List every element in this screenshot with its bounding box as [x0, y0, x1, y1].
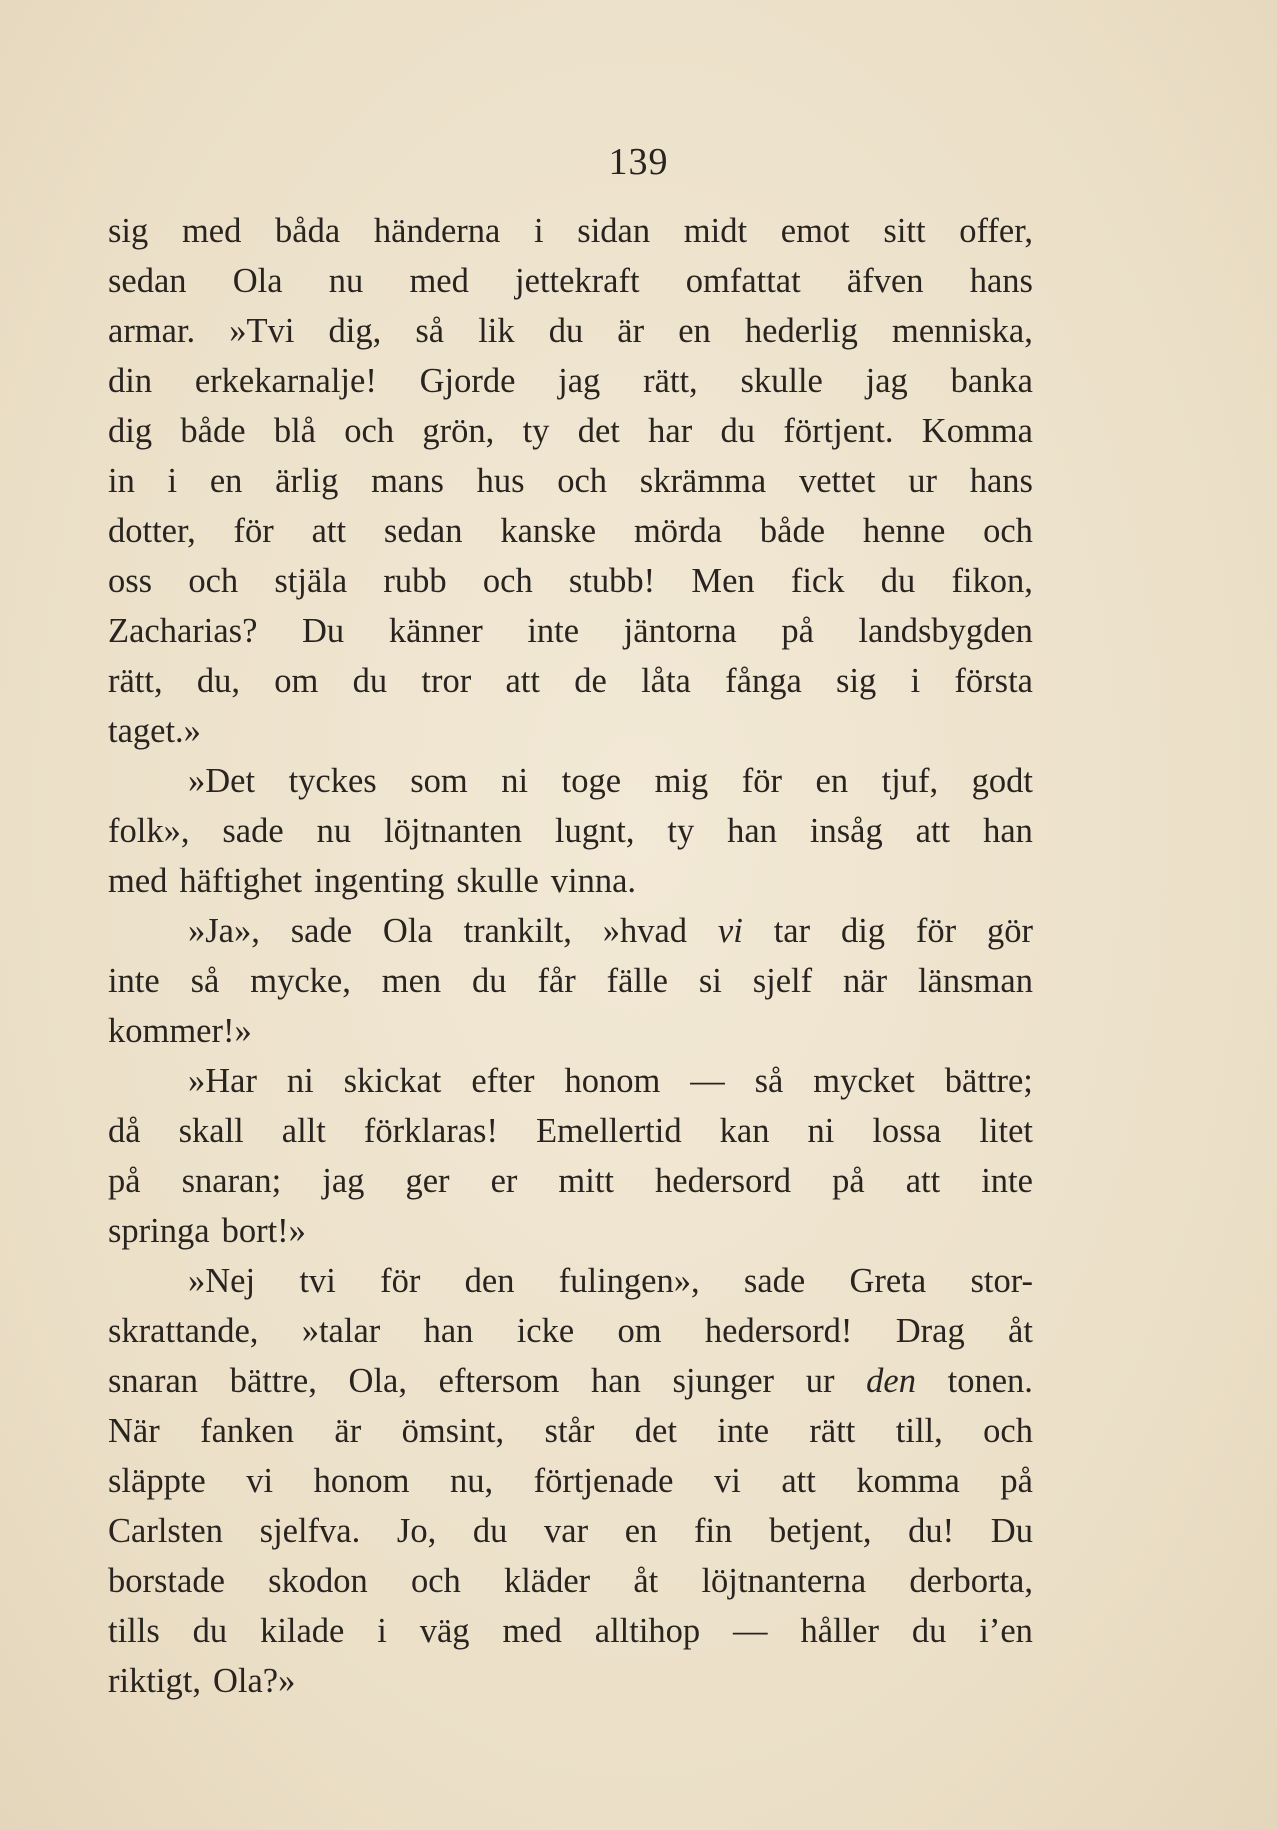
word: skall — [178, 1112, 244, 1150]
word: »Nej — [188, 1262, 256, 1300]
word: både — [759, 512, 826, 550]
word: in — [108, 462, 135, 500]
text-line — [108, 806, 1033, 856]
word: ärlig — [275, 462, 339, 500]
word: hedersord! — [704, 1312, 853, 1350]
word: med — [502, 1612, 562, 1650]
word: att — [505, 662, 540, 700]
word: står — [544, 1412, 595, 1450]
word: kilade — [260, 1612, 345, 1650]
text-line — [108, 206, 1033, 256]
word: eftersom — [438, 1362, 560, 1400]
word: hedersord — [655, 1162, 792, 1200]
word: ger — [405, 1162, 450, 1200]
word: släppte — [108, 1462, 206, 1500]
text-line — [108, 506, 1033, 556]
word: han — [423, 1312, 474, 1350]
word: mig — [654, 762, 709, 800]
word: sig — [836, 662, 877, 700]
word: jag — [865, 362, 908, 400]
word: första — [954, 662, 1033, 700]
word: tonen. — [947, 1362, 1033, 1400]
word: båda — [275, 212, 341, 250]
word: ty — [667, 812, 695, 850]
word: ni — [807, 1112, 835, 1150]
word: mans — [371, 462, 444, 500]
word: sedan — [108, 262, 187, 300]
word: den — [866, 1362, 916, 1400]
word: ni — [286, 1062, 314, 1100]
word: snaran; — [181, 1162, 282, 1200]
word: inte — [717, 1412, 770, 1450]
text-line — [108, 856, 1033, 906]
word: tar — [773, 912, 811, 950]
text-line — [108, 456, 1033, 506]
word: skulle — [456, 862, 539, 900]
text-line — [108, 1156, 1033, 1206]
word: stjäla — [274, 562, 348, 600]
word: allt — [281, 1112, 326, 1150]
text-line — [108, 1356, 1033, 1406]
word: mörda — [633, 512, 723, 550]
text-line — [108, 1606, 1033, 1656]
word: Emellertid — [535, 1112, 682, 1150]
word: fulingen», — [558, 1262, 700, 1300]
word: åt — [633, 1562, 659, 1600]
word: låta — [641, 662, 691, 700]
word: så — [190, 962, 220, 1000]
text-line — [108, 1106, 1033, 1156]
word: med — [108, 862, 168, 900]
word: erkekarnalje! — [194, 362, 377, 400]
word: så — [415, 312, 445, 350]
text-line — [108, 1656, 1033, 1706]
word: tjuf, — [881, 762, 939, 800]
word: inte — [108, 962, 160, 1000]
word: jäntorna — [623, 612, 737, 650]
text-line — [108, 406, 1033, 456]
word: Komma — [921, 412, 1033, 450]
word: och — [983, 1412, 1033, 1450]
word: då — [108, 1112, 141, 1150]
word: Carlsten — [108, 1512, 223, 1550]
word: sjelfva. — [259, 1512, 361, 1550]
word: du — [472, 1512, 508, 1550]
text-line — [108, 356, 1033, 406]
word: till, — [895, 1412, 943, 1450]
word: sade — [743, 1262, 806, 1300]
word: en — [209, 462, 243, 500]
word: »hvad — [602, 912, 688, 950]
word: han — [983, 812, 1033, 850]
word: armar. — [108, 312, 196, 350]
word: godt — [971, 762, 1033, 800]
word: åt — [1008, 1312, 1033, 1350]
word: du — [720, 412, 756, 450]
word: sig — [108, 212, 149, 250]
word: sitt — [883, 212, 926, 250]
word: ni — [501, 762, 529, 800]
word: menniska, — [892, 312, 1033, 350]
word: väg — [419, 1612, 470, 1650]
word: lugnt, — [554, 812, 635, 850]
word: händerna — [373, 212, 501, 250]
word: ingenting — [314, 862, 445, 900]
word: vi — [246, 1462, 274, 1500]
text-line — [108, 956, 1033, 1006]
word: Greta — [849, 1262, 927, 1300]
word: fanken — [200, 1412, 294, 1450]
word: dig — [840, 912, 886, 950]
word: si — [698, 962, 722, 1000]
word: din — [108, 362, 153, 400]
word: skrämma — [639, 462, 767, 500]
text-line — [108, 256, 1033, 306]
word: Du — [302, 612, 345, 650]
word: landsbygden — [858, 612, 1033, 650]
word: inte — [527, 612, 580, 650]
word: både — [180, 412, 246, 450]
word: du — [192, 1612, 228, 1650]
word: riktigt, — [108, 1662, 201, 1700]
word: sade — [222, 812, 284, 850]
body-text — [108, 206, 1033, 1706]
page-number: 139 — [608, 141, 669, 183]
word: — — [733, 1612, 768, 1650]
word: honom — [313, 1462, 410, 1500]
word: sjunger — [672, 1362, 775, 1400]
word: tror — [421, 662, 472, 700]
word: nu, — [449, 1462, 494, 1500]
word: på — [832, 1162, 865, 1200]
text-line — [108, 1506, 1033, 1556]
word: fälle — [606, 962, 668, 1000]
word: taget.» — [108, 712, 201, 750]
word: men — [381, 962, 442, 1000]
word: kan — [719, 1112, 770, 1150]
word: rätt, — [643, 362, 698, 400]
word: efter — [471, 1062, 535, 1100]
word: tvi — [299, 1262, 336, 1300]
word: sedan — [383, 512, 463, 550]
word: ur — [805, 1362, 835, 1400]
word: derborta, — [909, 1562, 1033, 1600]
word: jag — [322, 1162, 365, 1200]
word: mycke, — [250, 962, 351, 1000]
word: snaran — [108, 1362, 199, 1400]
word: på — [781, 612, 814, 650]
word: du — [911, 1612, 947, 1650]
word: på — [108, 1162, 141, 1200]
word: och — [482, 562, 533, 600]
word: förklaras! — [363, 1112, 498, 1150]
word: stubb! — [568, 562, 656, 600]
word: springa — [108, 1212, 210, 1250]
word: Zacharias? — [108, 612, 258, 650]
word: hans — [969, 262, 1033, 300]
word: lossa — [872, 1112, 942, 1150]
word: banka — [950, 362, 1033, 400]
word: sidan — [577, 212, 651, 250]
word: är — [334, 1412, 362, 1450]
word: »Ja», — [188, 912, 260, 950]
text-line — [108, 1306, 1033, 1356]
word: henne — [862, 512, 946, 550]
word: kläder — [503, 1562, 591, 1600]
word: vi — [717, 912, 743, 950]
word: det — [577, 412, 620, 450]
text-line — [108, 706, 1033, 756]
text-line — [108, 1556, 1033, 1606]
word: bättre; — [944, 1062, 1033, 1100]
text-line — [108, 1456, 1033, 1506]
word: han — [591, 1362, 641, 1400]
word: Gjorde — [419, 362, 516, 400]
word: trankilt, — [463, 912, 572, 950]
word: midt — [683, 212, 748, 250]
word: med — [181, 212, 242, 250]
word: fin — [693, 1512, 733, 1550]
word: kommer!» — [108, 1012, 252, 1050]
word: rätt — [809, 1412, 856, 1450]
word: inte — [981, 1162, 1033, 1200]
word: och — [410, 1562, 461, 1600]
word: i — [167, 462, 178, 500]
word: för — [380, 1262, 421, 1300]
word: i — [534, 212, 544, 250]
word: om — [274, 662, 319, 700]
word: Du — [990, 1512, 1033, 1550]
word: skickat — [343, 1062, 442, 1100]
word: er — [490, 1162, 518, 1200]
word: skrattande, — [108, 1312, 259, 1350]
word: dotter, — [108, 512, 196, 550]
word: skulle — [740, 362, 823, 400]
word: gör — [986, 912, 1033, 950]
text-line — [108, 1006, 1033, 1056]
word: och — [983, 512, 1033, 550]
word: Drag — [895, 1312, 965, 1350]
word: alltihop — [594, 1612, 701, 1650]
word: löjtnanterna — [701, 1562, 867, 1600]
word: på — [1000, 1462, 1033, 1500]
word: har — [648, 412, 693, 450]
word: vinna. — [550, 862, 637, 900]
word: för — [233, 512, 274, 550]
word: en — [624, 1512, 658, 1550]
word: rätt, — [108, 662, 163, 700]
word: tyckes — [288, 762, 377, 800]
word: och — [188, 562, 239, 600]
word: omfattat — [685, 262, 801, 300]
word: du — [352, 662, 388, 700]
word: »Det — [188, 762, 256, 800]
word: mitt — [558, 1162, 614, 1200]
word: får — [537, 962, 576, 1000]
text-line — [108, 1206, 1033, 1256]
word: äfven — [846, 262, 924, 300]
word: fick — [790, 562, 845, 600]
word: lik — [478, 312, 515, 350]
word: Ola — [382, 912, 433, 950]
word: du — [880, 562, 916, 600]
word: skodon — [268, 1562, 368, 1600]
word: för — [915, 912, 957, 950]
word: känner — [388, 612, 483, 650]
word: ty — [522, 412, 550, 450]
word: blå — [273, 412, 316, 450]
word: oss — [108, 562, 153, 600]
word: grön, — [422, 412, 495, 450]
word: mycket — [813, 1062, 915, 1100]
word: en — [815, 762, 849, 800]
word: är — [617, 312, 645, 350]
word: förtjent. — [783, 412, 894, 450]
word: och — [557, 462, 608, 500]
word: var — [544, 1512, 589, 1550]
word: du — [548, 312, 584, 350]
word: nu — [328, 262, 364, 300]
word: »Tvi — [229, 312, 295, 350]
word: icke — [516, 1312, 575, 1350]
word: ömsint, — [401, 1412, 505, 1450]
word: han — [727, 812, 777, 850]
word: jettekraft — [515, 262, 640, 300]
word: i’en — [979, 1612, 1033, 1650]
word: att — [311, 512, 347, 550]
word: så — [754, 1062, 784, 1100]
text-line — [108, 606, 1033, 656]
word: som — [410, 762, 468, 800]
word: den — [464, 1262, 515, 1300]
text-line — [108, 1406, 1033, 1456]
word: Ola, — [348, 1362, 407, 1400]
word: tills — [108, 1612, 160, 1650]
word: borstade — [108, 1562, 225, 1600]
word: en — [678, 312, 711, 350]
text-line — [108, 656, 1033, 706]
word: dig, — [328, 312, 382, 350]
word: fikon, — [951, 562, 1033, 600]
word: honom — [564, 1062, 661, 1100]
word: och — [344, 412, 395, 450]
word: förtjenade — [533, 1462, 674, 1500]
word: »talar — [301, 1312, 381, 1350]
text-line — [108, 306, 1033, 356]
word: Jo, — [396, 1512, 437, 1550]
word: du — [472, 962, 507, 1000]
word: häftighet — [179, 862, 303, 900]
word: folk», — [108, 812, 190, 850]
text-line — [108, 1256, 1033, 1306]
word: »Har — [188, 1062, 257, 1100]
word: bättre, — [229, 1362, 317, 1400]
word: stor- — [970, 1262, 1033, 1300]
word: hus — [476, 462, 525, 500]
word: insåg — [809, 812, 883, 850]
word: fånga — [725, 662, 802, 700]
word: bort!» — [221, 1212, 306, 1250]
word: kanske — [500, 512, 597, 550]
word: Men — [691, 562, 755, 600]
word: för — [741, 762, 782, 800]
word: löjtnanten — [384, 812, 522, 850]
word: i — [910, 662, 921, 700]
word: — — [690, 1062, 725, 1100]
word: jag — [558, 362, 601, 400]
word: ur — [908, 462, 938, 500]
word: rubb — [383, 562, 447, 600]
text-line — [108, 556, 1033, 606]
word: i — [377, 1612, 387, 1650]
word: sade — [290, 912, 353, 950]
word: När — [108, 1412, 160, 1450]
word: sjelf — [752, 962, 813, 1000]
word: när — [843, 962, 888, 1000]
word: om — [617, 1312, 662, 1350]
word: med — [409, 262, 469, 300]
word: hans — [969, 462, 1033, 500]
word: Ola?» — [212, 1662, 296, 1700]
word: det — [634, 1412, 677, 1450]
word: vi — [713, 1462, 741, 1500]
word: litet — [979, 1112, 1033, 1150]
text-line — [108, 906, 1033, 956]
word: komma — [856, 1462, 960, 1500]
word: Ola — [232, 262, 283, 300]
word: du! — [908, 1512, 955, 1550]
word: de — [574, 662, 607, 700]
word: håller — [800, 1612, 879, 1650]
word: hederlig — [744, 312, 858, 350]
word: nu — [316, 812, 352, 850]
word: att — [905, 1162, 941, 1200]
word: betjent, — [768, 1512, 872, 1550]
word: du, — [196, 662, 240, 700]
word: länsman — [917, 962, 1033, 1000]
word: att — [781, 1462, 816, 1500]
word: dig — [108, 412, 153, 450]
text-line — [108, 756, 1033, 806]
word: toge — [561, 762, 622, 800]
word: emot — [780, 212, 850, 250]
word: att — [915, 812, 951, 850]
word: vettet — [798, 462, 876, 500]
text-line — [108, 1056, 1033, 1106]
word: offer, — [959, 212, 1033, 250]
